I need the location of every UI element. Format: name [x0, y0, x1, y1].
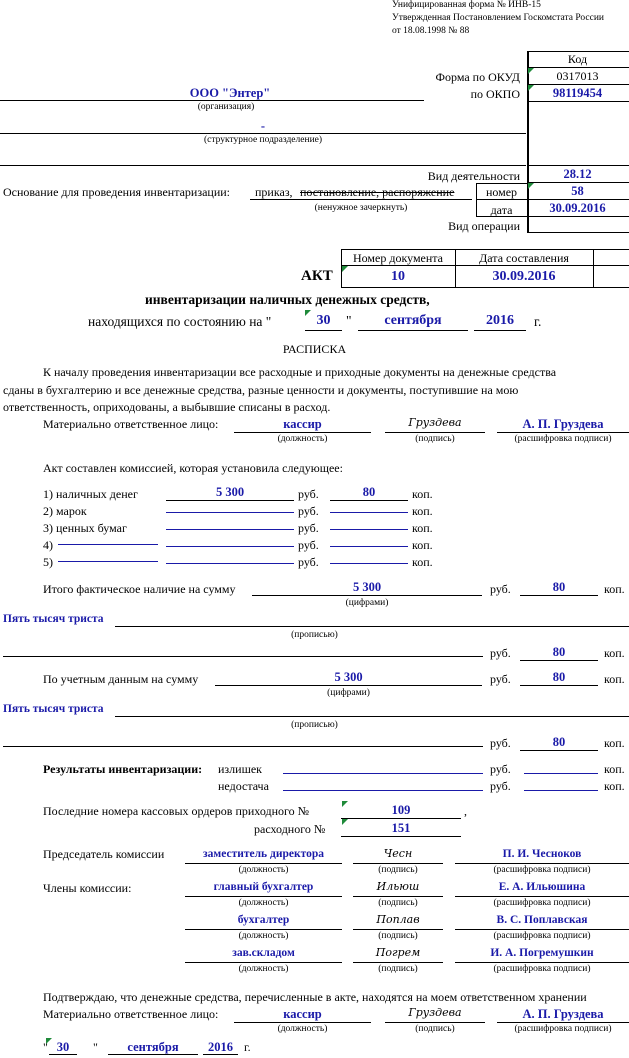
account-kop: 80: [552, 670, 566, 684]
account-words: Пять тысяч триста: [3, 703, 104, 715]
number-value: 58: [571, 184, 584, 198]
chair-position: заместитель директора: [203, 848, 324, 860]
member3-name: И. А. Погремушкин: [490, 947, 594, 959]
member3-position: зав.складом: [232, 947, 295, 959]
basis-struck: постановление, распоряжение: [300, 185, 455, 199]
form-number: Унифицированная форма № ИНВ-15: [392, 0, 541, 10]
members-label: Члены комиссии:: [43, 881, 132, 895]
approval-text: Утвержденная Постановлением Госкомстата России: [392, 13, 605, 23]
actual-label: Итого фактическое наличие на сумму: [43, 582, 236, 596]
receipt-text-3: ответственность, оприходованы, а выбывшие списаны в расход.: [3, 400, 331, 414]
confirm-year: 2016: [208, 1040, 233, 1054]
okpo-value: 98119454: [552, 86, 603, 100]
chair-signature: Чесн: [383, 847, 413, 860]
basis-prikaz: приказ,: [255, 185, 293, 199]
expense-order-label: расходного №: [254, 822, 326, 836]
actual-kop: 80: [552, 580, 566, 594]
mol-name: А. П. Груздева: [522, 417, 604, 431]
operation-label: Вид операции: [448, 219, 520, 233]
mol-position: кассир: [283, 417, 322, 431]
activity-label: Вид деятельности: [427, 169, 520, 183]
doc-date: 30.09.2016: [492, 269, 556, 284]
account-words-kop: 80: [552, 735, 566, 749]
codes-title: Код: [567, 52, 588, 66]
actual-words: Пять тысяч триста: [3, 613, 104, 625]
receipt-text-1: К началу проведения инвентаризации все расходные и приходные документы на денежные средства: [43, 365, 557, 379]
commission-intro: Акт составлен комиссией, которая установила следующее:: [43, 461, 343, 475]
subdivision: -: [260, 119, 266, 133]
results-surplus: излишек: [218, 762, 262, 776]
act-date-prefix: находящихся по состоянию на ": [88, 314, 272, 329]
chair-label: Председатель комиссии: [43, 847, 165, 861]
approval-date: от 18.08.1998 № 88: [392, 26, 470, 36]
basis-caption: (ненужное зачеркнуть): [314, 203, 408, 213]
org-caption: (организация): [197, 102, 255, 112]
results-label: Результаты инвентаризации:: [43, 762, 203, 776]
expense-order: 151: [391, 821, 411, 835]
date-label: дата: [490, 203, 513, 217]
confirm-mol-label: Материально ответственное лицо:: [43, 1007, 219, 1021]
member1-signature: Ильюш: [376, 880, 420, 893]
act-month: сентября: [384, 313, 442, 328]
cash-rub: 5 300: [215, 485, 245, 499]
confirm-signature: Груздева: [408, 1006, 462, 1019]
confirm-text: Подтверждаю, что денежные средства, перечисленные в акте, находятся на моем ответственном хранении: [43, 990, 587, 1004]
member3-signature: Погрем: [375, 946, 421, 959]
mol-signature: Груздева: [408, 416, 462, 429]
member1-position: главный бухгалтер: [213, 881, 314, 893]
act-title: АКТ: [301, 268, 333, 284]
act-subtitle: инвентаризации наличных денежных средств,: [145, 292, 430, 307]
mol-label: Материально ответственное лицо:: [43, 417, 219, 431]
act-year: 2016: [486, 313, 514, 328]
doc-number-header: Номер документа: [352, 251, 444, 265]
confirm-day: 30: [56, 1040, 70, 1054]
results-shortage: недостача: [218, 779, 269, 793]
doc-number: 10: [391, 269, 405, 284]
okud-value: 0317013: [556, 69, 599, 83]
receipt-text-2: сданы в бухгалтерию и все денежные средства, разные ценности и документы, поступившие на мою: [3, 383, 519, 397]
income-order: 109: [391, 803, 411, 817]
org-name: ООО "Энтер": [189, 86, 271, 100]
confirm-month: сентября: [127, 1040, 179, 1054]
doc-date-header: Дата составления: [479, 251, 569, 265]
member2-position: бухгалтер: [237, 914, 290, 926]
date-value: 30.09.2016: [549, 201, 606, 215]
member2-name: В. С. Поплавская: [496, 914, 588, 926]
confirm-name: А. П. Груздева: [522, 1007, 604, 1021]
chair-name: П. И. Чесноков: [502, 848, 582, 860]
confirm-position: кассир: [283, 1007, 322, 1021]
account-rub: 5 300: [334, 670, 363, 684]
member2-signature: Поплав: [376, 913, 420, 926]
okpo-label: по ОКПО: [470, 87, 520, 101]
member1-name: Е. А. Ильюшина: [498, 881, 586, 893]
basis-label: Основание для проведения инвентаризации:: [3, 185, 231, 199]
subdivision-caption: (структурное подразделение): [203, 135, 323, 145]
actual-rub: 5 300: [352, 580, 382, 594]
okud-label: Форма по ОКУД: [435, 70, 520, 84]
actual-words-kop: 80: [552, 645, 566, 659]
cash-kop: 80: [362, 485, 376, 499]
account-label: По учетным данным на сумму: [43, 672, 199, 686]
activity-value: 28.12: [563, 167, 592, 181]
act-day: 30: [316, 313, 331, 328]
number-label: номер: [485, 185, 518, 199]
receipt-title: РАСПИСКА: [282, 342, 347, 356]
income-order-label: Последние номера кассовых ордеров приходного №: [43, 804, 310, 818]
